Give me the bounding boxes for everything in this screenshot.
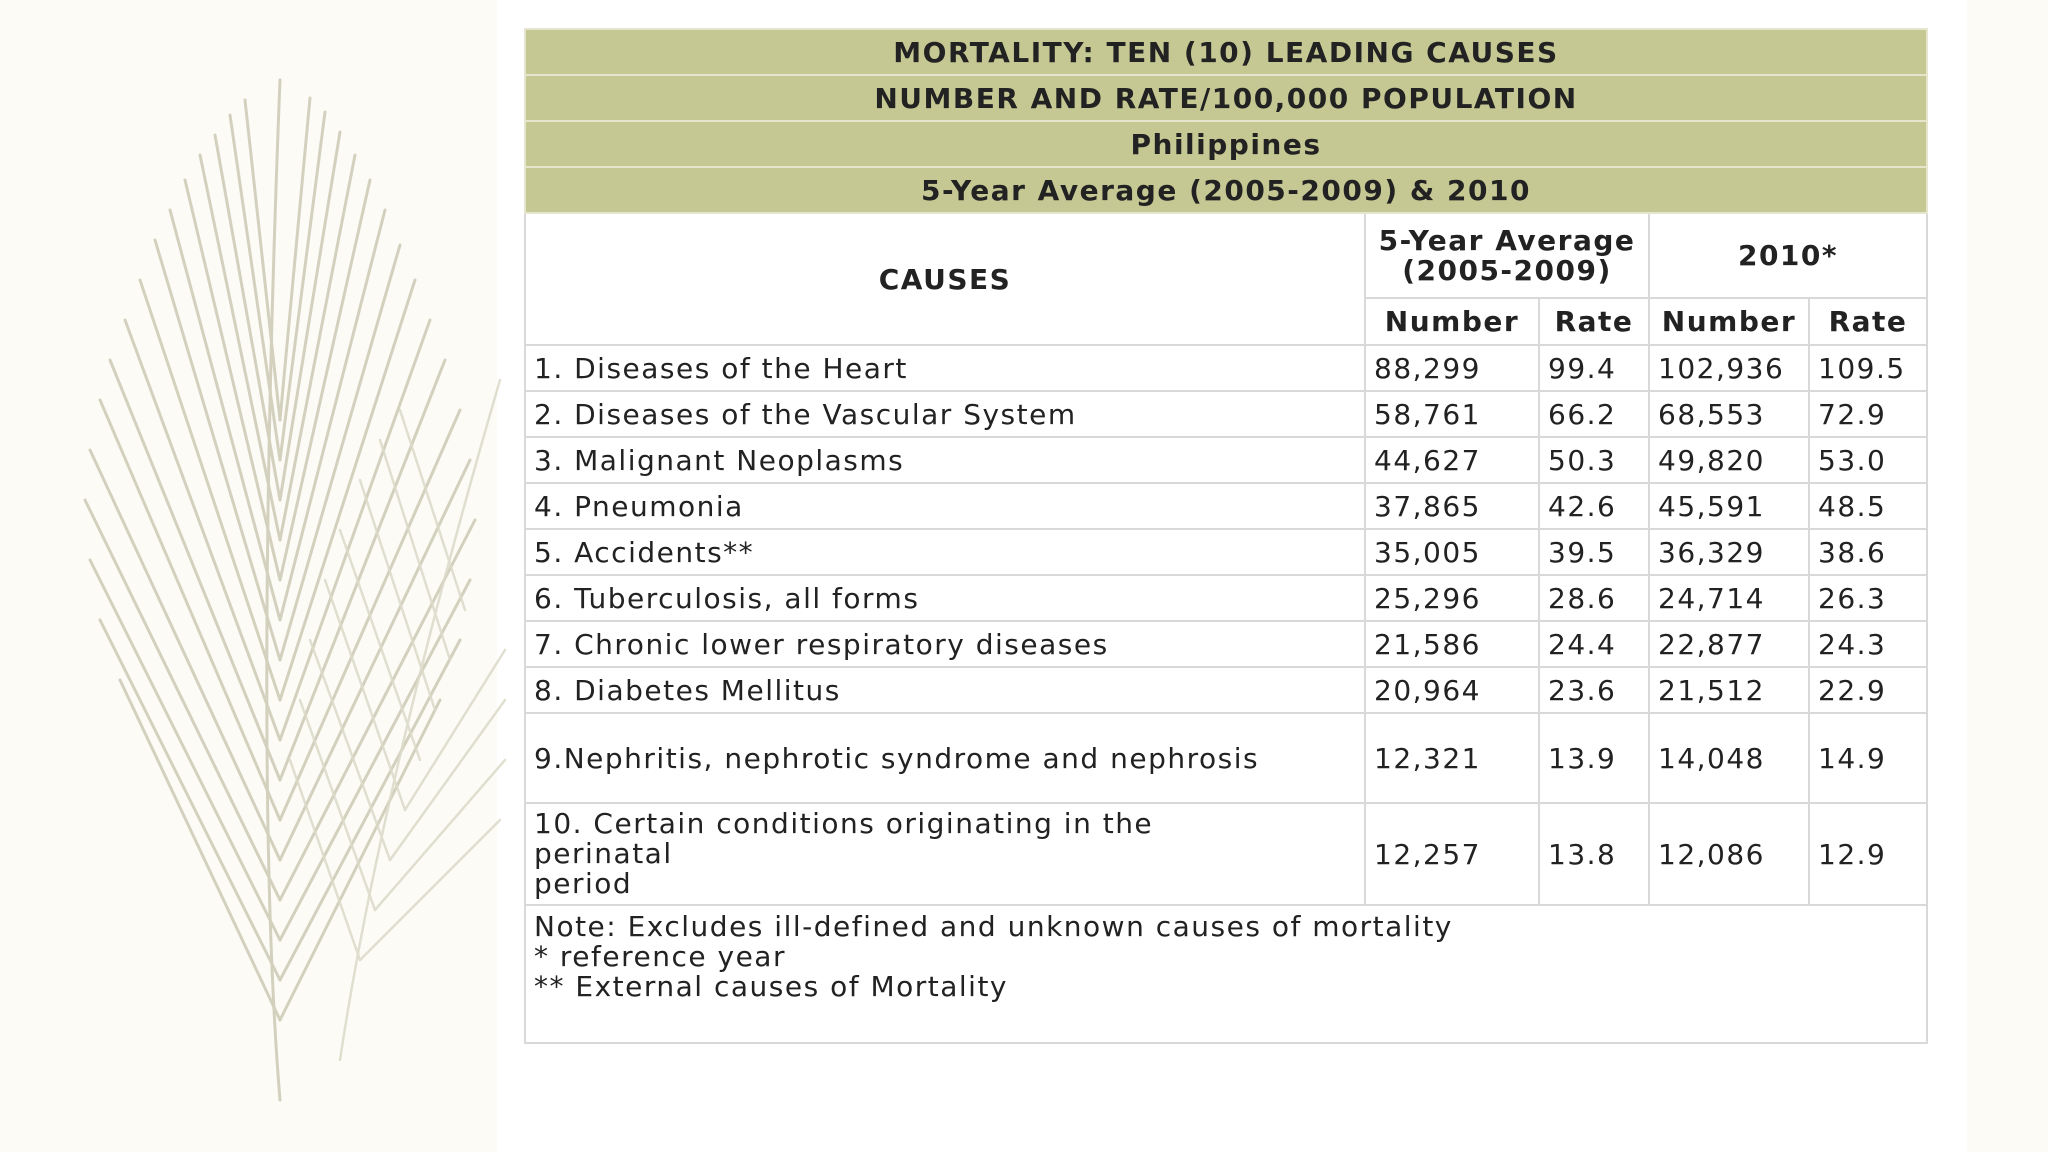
avg-rate-cell: 39.5 (1539, 529, 1649, 575)
avg-number-cell: 25,296 (1365, 575, 1539, 621)
table-row (525, 483, 1927, 529)
cause-cell: 7. Chronic lower respiratory diseases (525, 621, 1365, 667)
table-row (525, 621, 1927, 667)
table-period: 5-Year Average (2005-2009) & 2010 (525, 167, 1927, 213)
header-2010-rate: Rate (1809, 298, 1927, 345)
table-country: Philippines (525, 121, 1927, 167)
header-2010-number: Number (1649, 298, 1809, 345)
2010-rate-cell: 72.9 (1809, 391, 1927, 437)
cause-cell: 5. Accidents** (525, 529, 1365, 575)
2010-rate-cell: 22.9 (1809, 667, 1927, 713)
2010-rate-cell: 24.3 (1809, 621, 1927, 667)
cause-cell (525, 803, 1365, 905)
avg-number-cell: 21,586 (1365, 621, 1539, 667)
cause-cell: 2. Diseases of the Vascular System (525, 391, 1365, 437)
table-row (525, 803, 1927, 905)
avg-number-cell: 12,321 (1365, 713, 1539, 803)
2010-number-cell: 68,553 (1649, 391, 1809, 437)
header-avg-rate: Rate (1539, 298, 1649, 345)
table-notes (525, 905, 1927, 1043)
2010-number-cell: 36,329 (1649, 529, 1809, 575)
table-row (525, 391, 1927, 437)
header-5yr-average-line2: (2005-2009) (1402, 253, 1612, 287)
cause-cell: 4. Pneumonia (525, 483, 1365, 529)
2010-number-cell: 22,877 (1649, 621, 1809, 667)
table-row (525, 529, 1927, 575)
2010-number-cell: 21,512 (1649, 667, 1809, 713)
avg-rate-cell: 13.8 (1539, 803, 1649, 905)
avg-number-cell: 37,865 (1365, 483, 1539, 529)
avg-number-cell: 58,761 (1365, 391, 1539, 437)
header-5yr-average (1365, 213, 1649, 298)
avg-rate-cell: 99.4 (1539, 345, 1649, 391)
avg-number-cell: 88,299 (1365, 345, 1539, 391)
avg-rate-cell: 28.6 (1539, 575, 1649, 621)
avg-rate-cell: 42.6 (1539, 483, 1649, 529)
table-row (525, 713, 1927, 803)
2010-rate-cell: 38.6 (1809, 529, 1927, 575)
cause-line: period (534, 867, 633, 900)
header-2010: 2010* (1649, 213, 1927, 298)
avg-rate-cell: 24.4 (1539, 621, 1649, 667)
header-causes: CAUSES (525, 213, 1365, 345)
2010-number-cell: 24,714 (1649, 575, 1809, 621)
table-title: MORTALITY: TEN (10) LEADING CAUSES (525, 29, 1927, 75)
avg-rate-cell: 66.2 (1539, 391, 1649, 437)
2010-rate-cell: 14.9 (1809, 713, 1927, 803)
cause-cell: 1. Diseases of the Heart (525, 345, 1365, 391)
note-line: ** External causes of Mortality (534, 970, 1009, 1003)
avg-rate-cell: 13.9 (1539, 713, 1649, 803)
2010-number-cell: 49,820 (1649, 437, 1809, 483)
cause-line: 10. Certain conditions originating in the (534, 807, 1154, 840)
avg-number-cell: 12,257 (1365, 803, 1539, 905)
2010-rate-cell: 53.0 (1809, 437, 1927, 483)
avg-number-cell: 35,005 (1365, 529, 1539, 575)
cause-cell: 8. Diabetes Mellitus (525, 667, 1365, 713)
2010-rate-cell: 48.5 (1809, 483, 1927, 529)
table-row (525, 667, 1927, 713)
mortality-table (524, 28, 1928, 1044)
2010-rate-cell: 26.3 (1809, 575, 1927, 621)
2010-rate-cell: 12.9 (1809, 803, 1927, 905)
avg-number-cell: 44,627 (1365, 437, 1539, 483)
avg-number-cell: 20,964 (1365, 667, 1539, 713)
header-avg-number: Number (1365, 298, 1539, 345)
cause-cell: 9.Nephritis, nephrotic syndrome and nephrosis (525, 713, 1365, 803)
2010-rate-cell: 109.5 (1809, 345, 1927, 391)
note-line: Note: Excludes ill-defined and unknown causes of mortality (534, 910, 1453, 943)
cause-cell: 3. Malignant Neoplasms (525, 437, 1365, 483)
note-line: * reference year (534, 940, 786, 973)
cause-line: perinatal (534, 837, 673, 870)
avg-rate-cell: 23.6 (1539, 667, 1649, 713)
avg-rate-cell: 50.3 (1539, 437, 1649, 483)
2010-number-cell: 102,936 (1649, 345, 1809, 391)
table-row (525, 575, 1927, 621)
2010-number-cell: 45,591 (1649, 483, 1809, 529)
2010-number-cell: 12,086 (1649, 803, 1809, 905)
cause-cell: 6. Tuberculosis, all forms (525, 575, 1365, 621)
2010-number-cell: 14,048 (1649, 713, 1809, 803)
feather-icon (40, 60, 510, 1110)
header-5yr-average-line1: 5-Year Average (1378, 223, 1636, 257)
table-row (525, 345, 1927, 391)
table-row (525, 437, 1927, 483)
table-subtitle: NUMBER AND RATE/100,000 POPULATION (525, 75, 1927, 121)
